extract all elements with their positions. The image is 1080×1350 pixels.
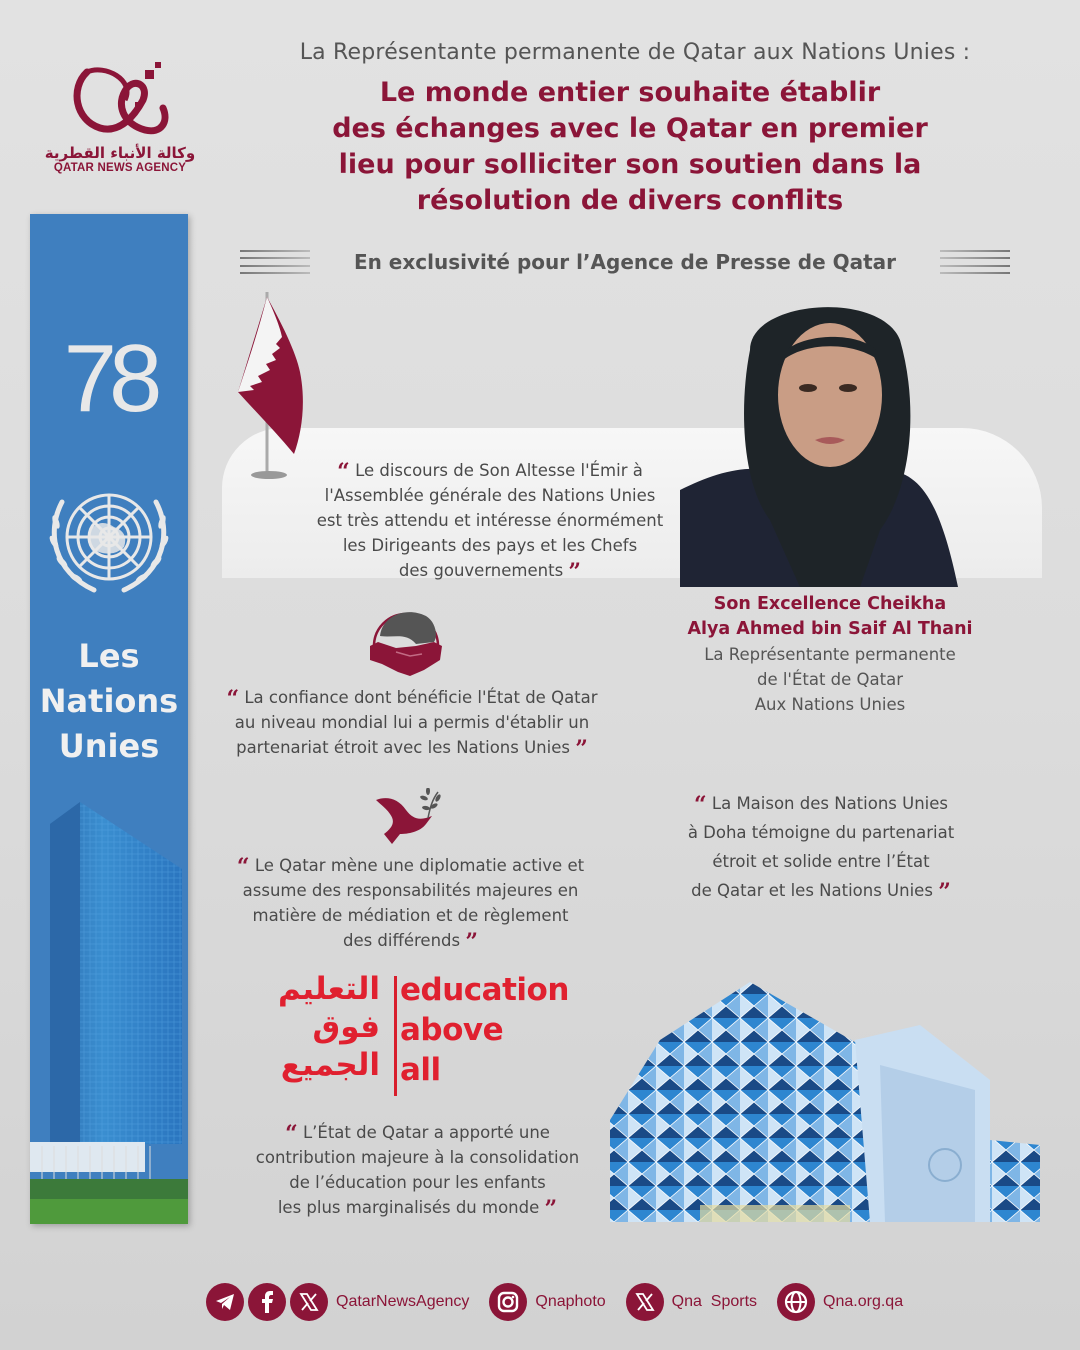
open-quote-icon: “: [226, 686, 240, 712]
agency-name-english: QATAR NEWS AGENCY: [53, 162, 187, 174]
quote-emir-speech: “ Le discours de Son Altesse l'Émir à l'Assemblée générale des Nations Unies est très attendu et intéresse énormément les Dirigeants des pays et les Chefs des gouvernements ”: [316, 459, 664, 585]
person-caption: [670, 592, 990, 717]
session-number: 78: [63, 325, 155, 432]
qna-emblem-icon: [65, 60, 175, 142]
headline-lead: La Représentante permanente de Qatar aux Nations Unies :: [299, 40, 971, 65]
eaa-divider: [394, 976, 397, 1096]
facebook-icon[interactable]: [248, 1283, 286, 1321]
decorative-lines-left: [240, 250, 310, 274]
person-role-line1: La Représentante permanente: [704, 645, 956, 664]
open-quote-icon: “: [337, 459, 350, 485]
close-quote-icon: ”: [575, 736, 588, 762]
exclusive-banner: [240, 246, 1010, 278]
open-quote-icon: “: [693, 792, 707, 818]
globe-icon[interactable]: [777, 1283, 815, 1321]
un-title: Les Nations Unies: [39, 637, 179, 765]
quote-active-diplomacy: “ Le Qatar mène une diplomatie active et assume des responsabilités majeures en matière de médiation et de règlement des différends ”: [236, 854, 585, 955]
exclusive-text: En exclusivité pour l’Agence de Presse de Qatar: [353, 250, 897, 274]
un-headquarters-image: [30, 794, 188, 1224]
qnaphoto-link[interactable]: Qnaphoto: [535, 1293, 606, 1310]
x-icon[interactable]: [626, 1283, 664, 1321]
person-name-line1: Son Excellence Cheikha: [713, 594, 947, 614]
close-quote-icon: ”: [938, 879, 951, 905]
x-icon[interactable]: [290, 1283, 328, 1321]
person-role-line3: Aux Nations Unies: [754, 695, 906, 714]
social-footer: [206, 1282, 923, 1322]
globe-handshake-icon: [366, 602, 446, 678]
decorative-lines-right: [940, 250, 1010, 274]
close-quote-icon: ”: [568, 559, 582, 585]
eaa-arabic: التعليم فوق الجميع: [277, 971, 380, 1083]
eaa-english: education above all: [400, 972, 569, 1088]
headline-block: [210, 40, 1040, 219]
quote-education-contribution: “ L’État de Qatar a apporté une contribution majeure à la consolidation de l’éducation pour les enfants les plus marginalisés du monde ”: [255, 1121, 580, 1222]
portrait-photo: [680, 290, 980, 587]
agency-name-arabic: وكالة الأنباء القطرية: [44, 144, 196, 162]
qatarnewsagency-link[interactable]: QatarNewsAgency: [336, 1293, 470, 1310]
education-above-all-logo: [250, 970, 580, 1088]
close-quote-icon: ”: [544, 1196, 558, 1222]
instagram-icon[interactable]: [489, 1283, 527, 1321]
person-name-line2: Alya Ahmed bin Saif Al Thani: [687, 619, 973, 639]
person-role-line2: de l'État de Qatar: [756, 670, 904, 689]
qatar-flag-icon: [236, 292, 316, 482]
open-quote-icon: “: [285, 1121, 298, 1147]
un-sidebar-panel: [30, 214, 188, 1224]
un-house-doha-image: [600, 970, 1040, 1222]
headline-main: Le monde entier souhaite établir des échanges avec le Qatar en premier lieu pour solliciter son soutien dans la résolution de divers conflits: [332, 77, 928, 216]
open-quote-icon: “: [236, 854, 250, 880]
close-quote-icon: ”: [465, 929, 479, 955]
quote-trust-partnership: “ La confiance dont bénéficie l'État de Qatar au niveau mondial lui a permis d'établir un partenariat étroit avec les Nations Unies ”: [226, 686, 598, 762]
telegram-icon[interactable]: [206, 1283, 244, 1321]
quote-un-house-doha: “ La Maison des Nations Unies à Doha témoigne du partenariat étroit et solide entre l’État de Qatar et les Nations Unies ”: [687, 792, 955, 905]
peace-dove-icon: [372, 788, 444, 848]
qna-logo: [40, 60, 200, 174]
qna-sports-link[interactable]: Qna Sports: [671, 1293, 758, 1310]
un-emblem-icon: [44, 482, 174, 602]
qna-website-link[interactable]: Qna.org.qa: [823, 1293, 904, 1310]
